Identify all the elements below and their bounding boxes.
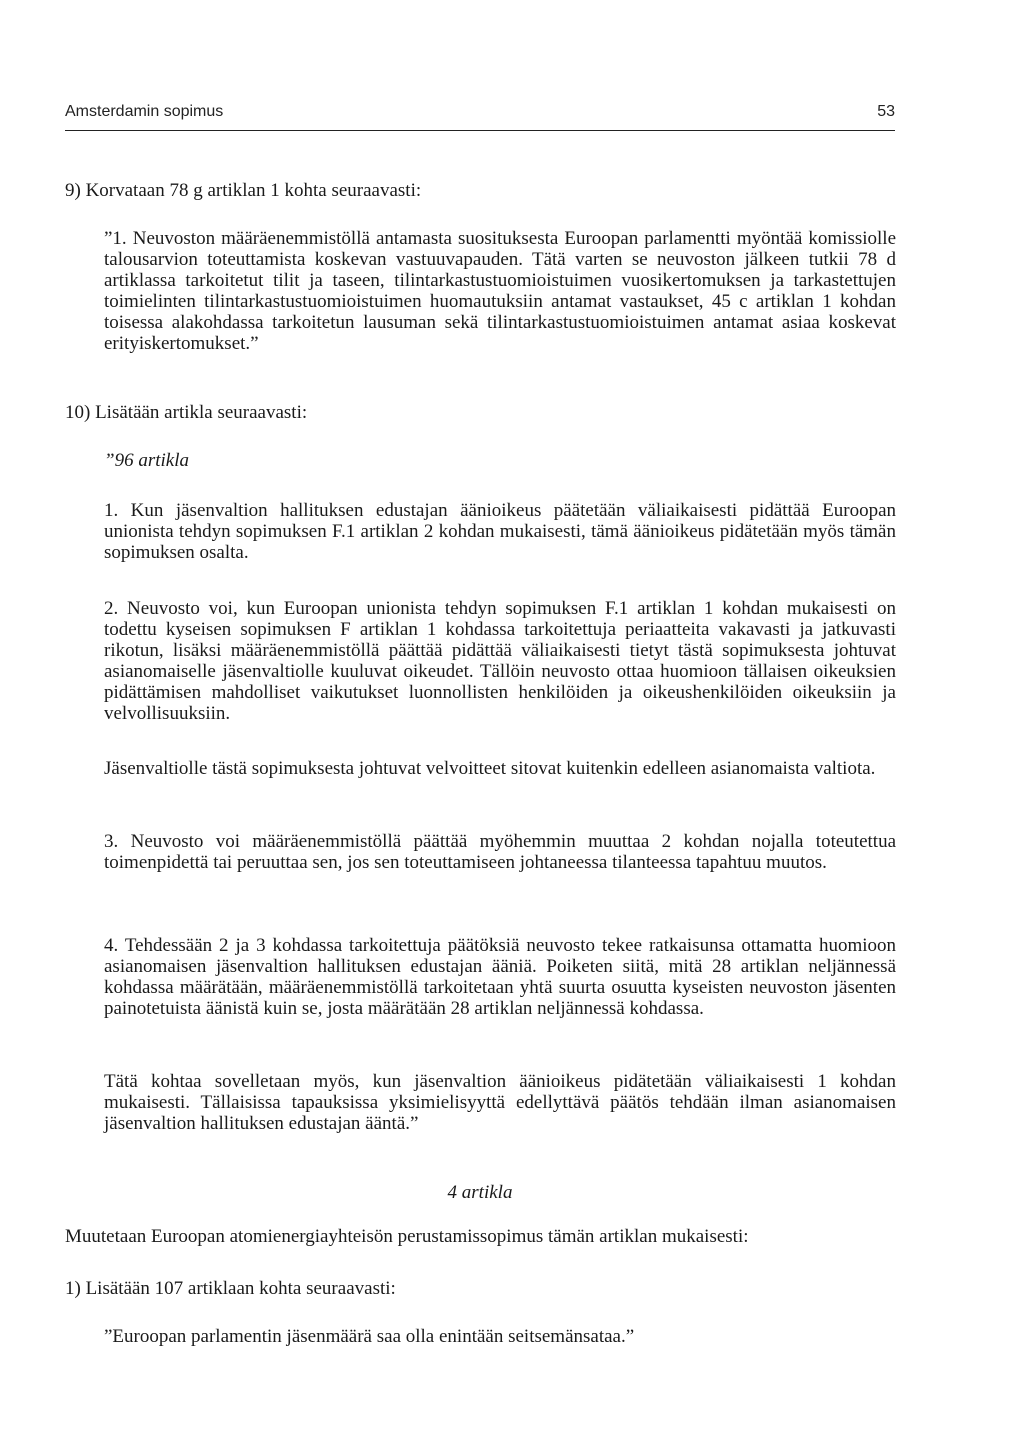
item10-heading: 10) Lisätään artikla seuraavasti: <box>65 402 308 423</box>
article96-paragraph-4-continued: Tätä kohtaa sovelletaan myös, kun jäsenvaltion äänioikeus pidätetään väliaikaisesti 1 kohdan mukaisesti. Tällaisissa tapauksissa yksimielisyyttä edellyttävä päätös tehdään ilman asianomaisen jäsenvaltion hallituksen edustajan ääntä.” <box>104 1071 896 1134</box>
article96-paragraph-2: 2. Neuvosto voi, kun Euroopan unionista tehdyn sopimuksen F.1 artiklan 1 kohdan mukaisesti on todettu kyseisen sopimuksen F artiklan 1 kohdassa tarkoitettuja periaatteita vakavasti ja jatkuvasti rikotun, lisäksi määräenemmistöllä päättää pidättää väliaikaisesti tietyt tästä sopimuksesta johtuvat asianomaiselle jäsenvaltiolle kuuluvat oikeudet. Tällöin neuvosto ottaa huomioon tällaisen oikeuksien pidättämisen mahdolliset vaikutukset luonnollisten henkilöiden ja oikeushenkilöiden oikeuksiin ja velvollisuuksiin. <box>104 598 896 724</box>
page-number: 53 <box>877 103 895 120</box>
header-rule <box>65 130 895 131</box>
article96-paragraph-1: 1. Kun jäsenvaltion hallituksen edustajan äänioikeus päätetään väliaikaisesti pidättää Euroopan unionista tehdyn sopimuksen F.1 artiklan 2 kohdan mukaisesti, tämä äänioikeus pidätetään myös tämän sopimuksen osalta. <box>104 500 896 563</box>
item1-heading: 1) Lisätään 107 artiklaan kohta seuraavasti: <box>65 1278 396 1299</box>
running-header <box>65 103 895 127</box>
item9-heading: 9) Korvataan 78 g artiklan 1 kohta seuraavasti: <box>65 180 422 201</box>
article96-paragraph-2-continued: Jäsenvaltiolle tästä sopimuksesta johtuvat velvoitteet sitovat kuitenkin edelleen asianomaista valtiota. <box>104 758 876 779</box>
article4-intro: Muutetaan Euroopan atomienergiayhteisön perustamissopimus tämän artiklan mukaisesti: <box>65 1226 749 1247</box>
article96-paragraph-3: 3. Neuvosto voi määräenemmistöllä päättää myöhemmin muuttaa 2 kohdan nojalla toteutettua toimenpidettä tai peruuttaa sen, jos sen toteuttamiseen johtaneessa tilanteessa tapahtuu muutos. <box>104 831 896 873</box>
article4-title: 4 artikla <box>447 1182 513 1203</box>
item9-text: ”1. Neuvoston määräenemmistöllä antamasta suosituksesta Euroopan parlamentti myöntää komissiolle talousarvion toteuttamista koskevan vastuuvapauden. Tätä varten se neuvoston jälkeen tutkii 78 d artiklassa tarkoitetut tilit ja taseen, tilintarkastustuomioistuimen vuosikertomuksen ja tarkastettujen toimielinten tilintarkastustuomioistuimen huomautuksiin antamat vastaukset, 45 c artiklan 1 kohdan toisessa alakohdassa tarkoitetun lausuman sekä tilintarkastustuomioistuimen antamat asiaa koskevat erityiskertomukset.” <box>104 228 896 354</box>
item1-text: ”Euroopan parlamentin jäsenmäärä saa olla enintään seitsemänsataa.” <box>104 1326 635 1347</box>
document-title: Amsterdamin sopimus <box>65 103 224 120</box>
article96-paragraph-4: 4. Tehdessään 2 ja 3 kohdassa tarkoitettuja päätöksiä neuvosto tekee ratkaisunsa ottamatta huomioon asianomaisen jäsenvaltion hallituksen edustajan ääniä. Poiketen siitä, mitä 28 artiklan neljännessä kohdassa määrätään, määräenemmistöllä tarkoitetaan yhtä suurta osuutta kyseisten neuvoston jäsenten painotetuista äänistä kuin se, josta määrätään 28 artiklan neljännessä kohdassa. <box>104 935 896 1019</box>
article96-title: ”96 artikla <box>104 450 189 471</box>
